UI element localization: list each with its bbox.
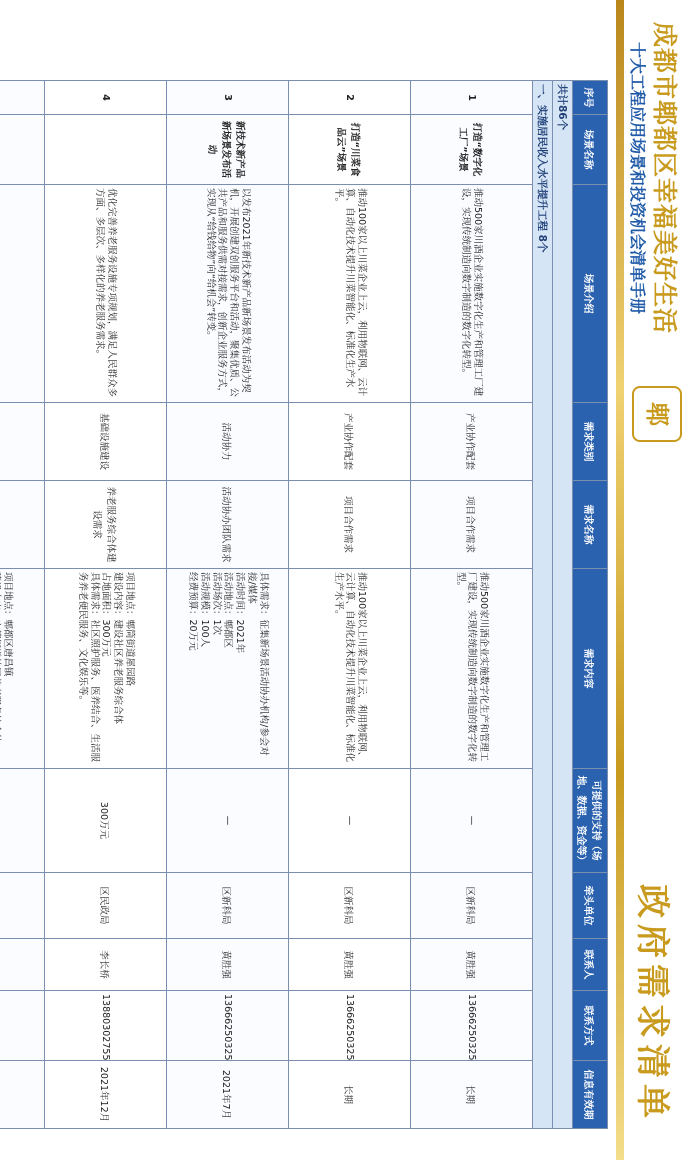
cell-contact (0, 939, 45, 991)
section-row (533, 81, 553, 1129)
cell-demand-content: 具体需求：征集新场景活动协办机构/参会对接/媒体 活动时间：2021年 活动地点：郫都区 活动场次：1次 活动规模：100人 经费预算：20万元 (167, 569, 289, 769)
cell-valid-until: 2021年7月 (167, 1061, 289, 1129)
cell-scene-name: 新技术新产品新场景发布活动 (167, 115, 289, 185)
table-row (411, 81, 533, 1129)
cell-support: — (289, 769, 411, 873)
col-header: 牵头单位 (573, 873, 608, 939)
cell-contact: 黄胜强 (167, 939, 289, 991)
cell-support: — (167, 769, 289, 873)
cell-support (0, 769, 45, 873)
col-header: 信息有效期 (573, 1061, 608, 1129)
cell-demand-name (0, 481, 45, 569)
total-row (553, 81, 573, 1129)
cell-valid-until: 长期 (411, 1061, 533, 1129)
page-subtitle: 十大工程应用场景和投资机会清单手册 (628, 42, 647, 315)
section-title: 政府需求清单 (632, 884, 672, 1124)
cell-scene-name (45, 115, 167, 185)
cell-demand-content: 项目地点：郫筒街道犀园路 建设内容：建设社区养老服务综合体 占地面积：300万元 具体需求：社区照护服务、医养结合、生活服务养老便民服务、文化娱乐等。 (45, 569, 167, 769)
cell-lead-unit: 区民政局 (45, 873, 167, 939)
cell-lead-unit: 区新科局 (411, 873, 533, 939)
col-header: 序号 (573, 81, 608, 115)
demand-table-wrap (0, 80, 608, 1128)
col-header: 需求内容 (573, 569, 608, 769)
cell-scene-intro: 推动100家以上川菜企业上云，利用物联网、云计算、自动化技术提升川菜智能化、标准化生产水平。 (289, 185, 411, 403)
cell-contact: 黄胜强 (289, 939, 411, 991)
cell-phone (0, 991, 45, 1061)
cell-category: 活动协力 (167, 403, 289, 481)
table-header-row (573, 81, 608, 1129)
cell-scene-name: 打造“数字化工厂”场景 (411, 115, 533, 185)
table-row (167, 81, 289, 1129)
cell-no: 2 (289, 81, 411, 115)
cell-demand-content: 项目地点：郫都区唐昌镇 (0, 569, 45, 769)
cell-scene-name: 打造“川菜食品云”场景 (289, 115, 411, 185)
col-header: 需求名称 (573, 481, 608, 569)
cell-phone: 13666250325 (289, 991, 411, 1061)
cell-scene-intro: 推动500家川酒企业实施数字化生产和管理工厂建设，实现传统制造向数字制造的数字化转型。 (411, 185, 533, 403)
cell-scene-intro (0, 185, 45, 403)
cell-category: 基础设施建设 (45, 403, 167, 481)
cell-category (0, 403, 45, 481)
col-header: 可提供的支持（场地、数据、资金等） (573, 769, 608, 873)
table-row (0, 81, 45, 1129)
gold-divider (616, 0, 624, 1160)
cell-no: 3 (167, 81, 289, 115)
section-label: 一、实施居民收入水平提升工程 8个 (533, 81, 553, 1129)
col-header: 场景名称 (573, 115, 608, 185)
col-header: 联系人 (573, 939, 608, 991)
cell-demand-content: 推动500家川酒企业实施数字化生产和管理工厂建设，实现传统制造向数字制造的数字化转型。 (411, 569, 533, 769)
demand-table (0, 80, 608, 1129)
page-title: 成都市郫都区幸福美好生活 (650, 22, 679, 335)
cell-no: 4 (45, 81, 167, 115)
table-row (45, 81, 167, 1129)
cell-demand-name: 项目合作需求 (289, 481, 411, 569)
cell-scene-intro: 以发布2021年新技术新产品新场景发布活动为契机，开展创建双创服务平台和活动，聚集优质、公共产品和服务供需对接需求，创新企业服务方式，实现从“给钱给物”向“给机会”转变。 (167, 185, 289, 403)
cell-phone: 13666250325 (167, 991, 289, 1061)
total-label: 共计86个 (553, 81, 573, 1129)
col-header: 联系方式 (573, 991, 608, 1061)
cell-no (0, 81, 45, 115)
cell-scene-intro: 优化完善养老服务设施专项规划，满足人民群众多方面、多层次、多样化的养老服务需求。 (45, 185, 167, 403)
col-header: 场景介绍 (573, 185, 608, 403)
cell-phone: 13880302755 (45, 991, 167, 1061)
cell-category: 产业协作配套 (411, 403, 533, 481)
cell-contact: 黄胜强 (411, 939, 533, 991)
cell-demand-content: 推动100家以上川菜企业上云，利用物联网、云计算、自动化技术提升川菜智能化、标准化生产水平。 (289, 569, 411, 769)
col-header: 需求类别 (573, 403, 608, 481)
cell-lead-unit: 区新科局 (167, 873, 289, 939)
cell-scene-name (0, 115, 45, 185)
logo-icon: 郫 (632, 386, 682, 442)
cell-lead-unit: 区新科局 (289, 873, 411, 939)
cell-contact: 李长桥 (45, 939, 167, 991)
cell-category: 产业协作配套 (289, 403, 411, 481)
cell-valid-until: 长期 (289, 1061, 411, 1129)
cell-support: — (411, 769, 533, 873)
cell-demand-name: 项目合作需求 (411, 481, 533, 569)
cell-support: 300万元 (45, 769, 167, 873)
cell-phone: 13666250325 (411, 991, 533, 1061)
cell-valid-until (0, 1061, 45, 1129)
cell-no: 1 (411, 81, 533, 115)
cell-demand-name: 活动协办团队需求 (167, 481, 289, 569)
cell-lead-unit (0, 873, 45, 939)
cell-valid-until: 2021年12月 (45, 1061, 167, 1129)
table-row (289, 81, 411, 1129)
cell-demand-name: 养老服务综合体建设需求 (45, 481, 167, 569)
